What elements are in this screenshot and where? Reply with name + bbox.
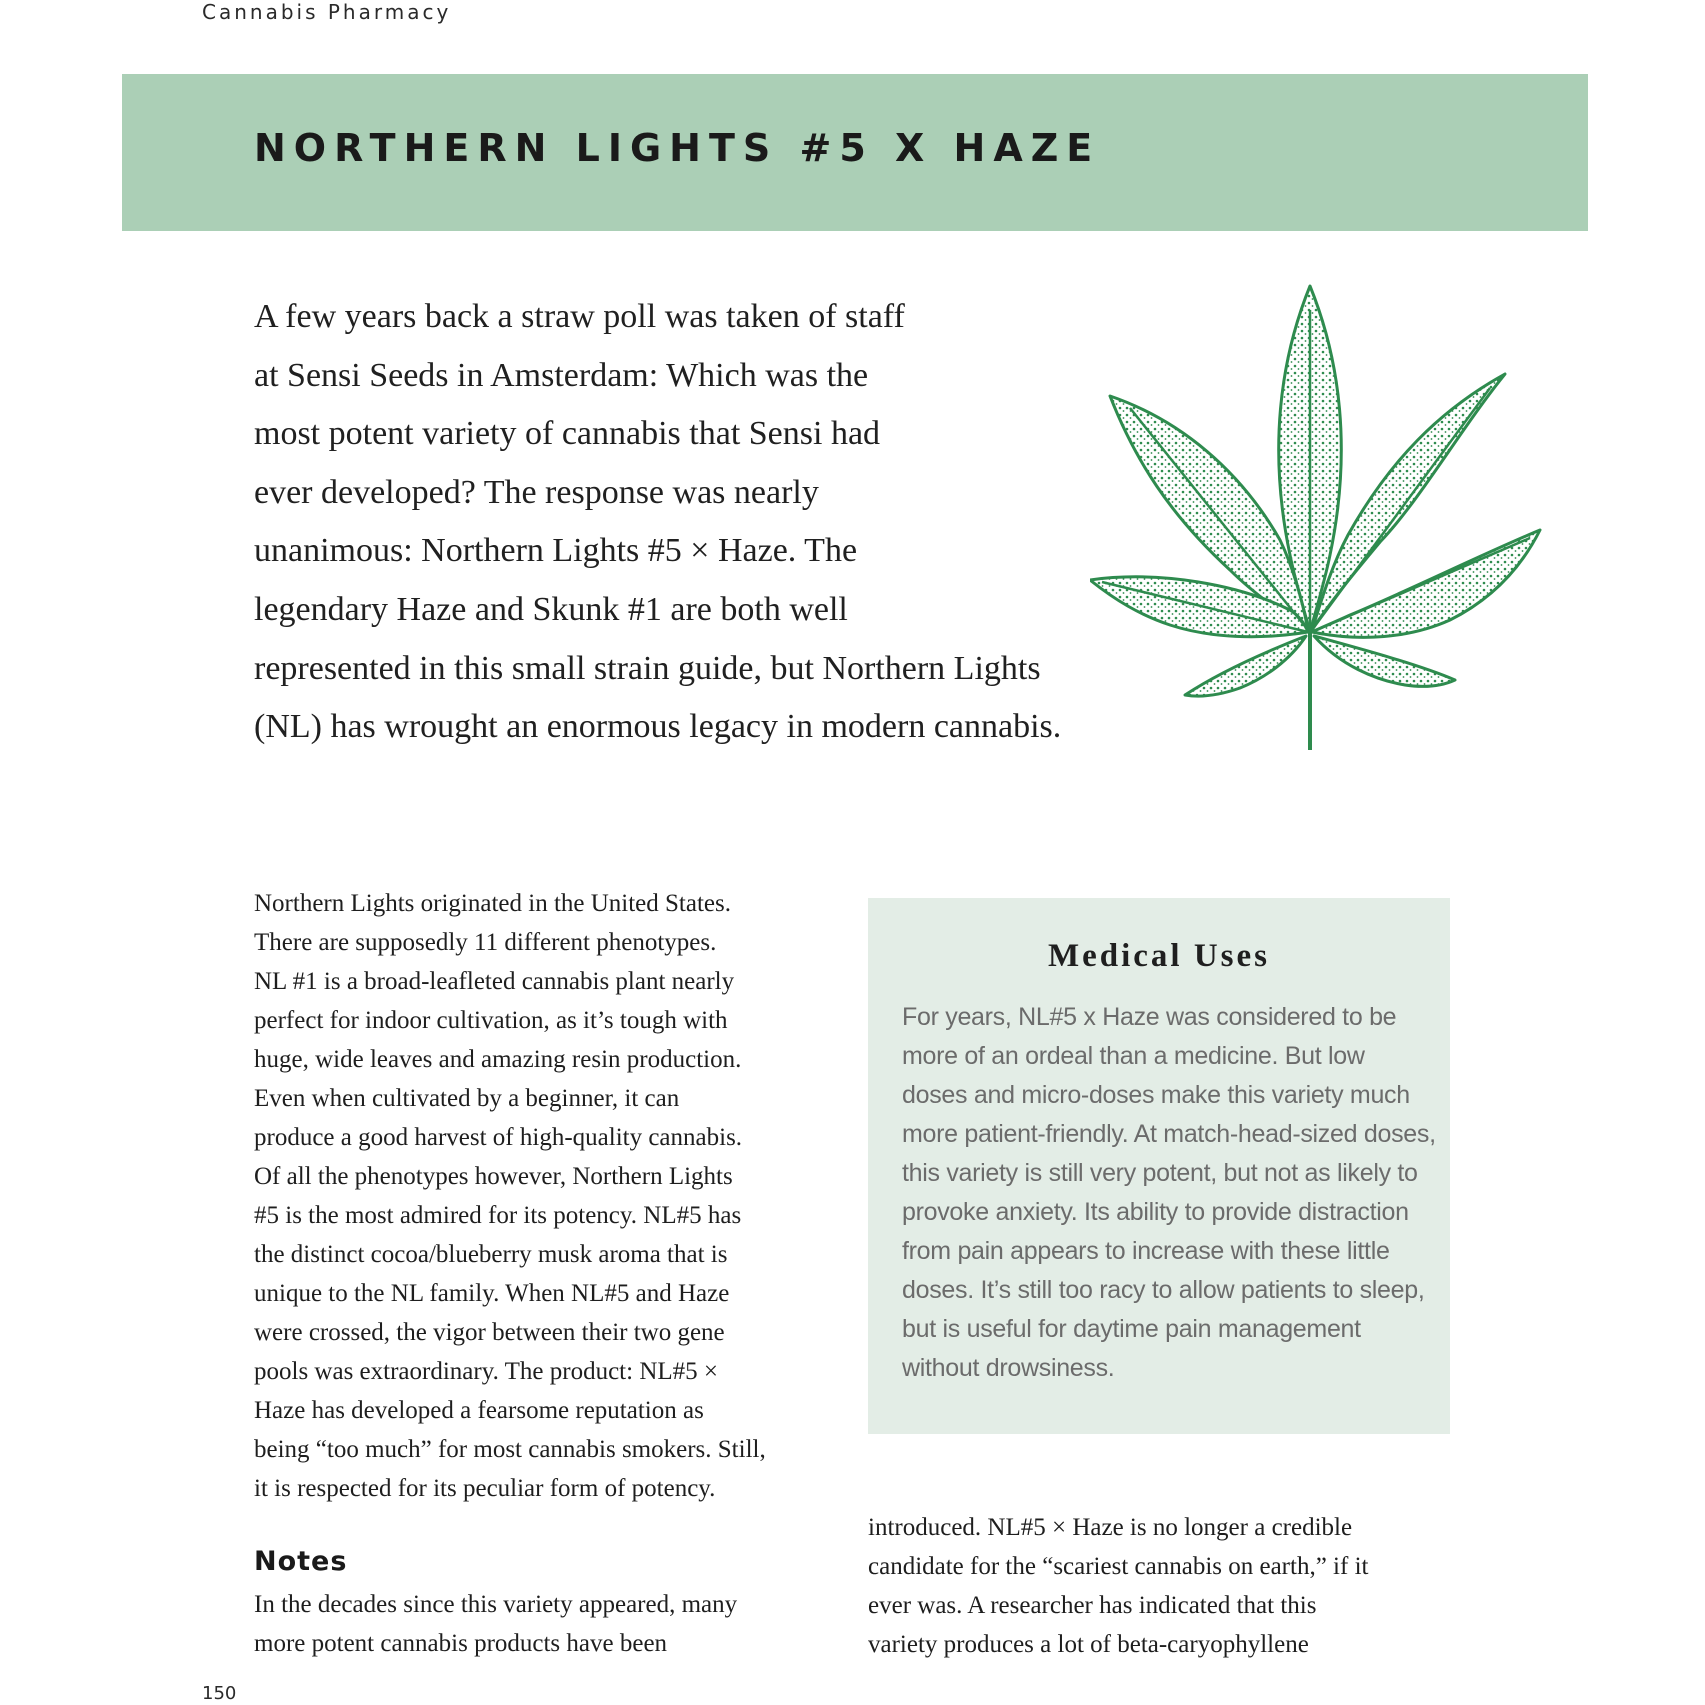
body-text-column (254, 884, 854, 1508)
sidebar-line: doses and micro-doses make this variety much (902, 1081, 1410, 1109)
body-line: huge, wide leaves and amazing resin production. (254, 1046, 742, 1073)
body-line: Haze has developed a fearsome reputation as (254, 1397, 704, 1424)
intro-line: A few years back a straw poll was taken of staff (254, 298, 905, 335)
sidebar-line: but is useful for daytime pain management (902, 1315, 1361, 1343)
continuation-line: introduced. NL#5 × Haze is no longer a credible (868, 1514, 1353, 1541)
intro-line: represented in this small strain guide, but Northern Lights (254, 649, 1041, 687)
cannabis-leaf-icon (1090, 280, 1560, 755)
sidebar-heading: Medical Uses (1047, 938, 1271, 974)
body-line: Even when cultivated by a beginner, it can (254, 1085, 680, 1112)
page-title: NORTHERN LIGHTS #5 X HAZE (254, 126, 1101, 170)
medical-uses-sidebar (868, 898, 1450, 1434)
body-line: being “too much” for most cannabis smokers. Still, (254, 1436, 766, 1463)
sidebar-line: from pain appears to increase with these little (902, 1237, 1390, 1265)
sidebar-text (902, 998, 1442, 1388)
body-line: Northern Lights originated in the United States. (254, 890, 731, 917)
sidebar-line: more of an ordeal than a medicine. But low (902, 1042, 1365, 1070)
body-line: produce a good harvest of high-quality cannabis. (254, 1124, 743, 1151)
continuation-line: variety produces a lot of beta-caryophyllene (868, 1631, 1309, 1658)
body-line: it is respected for its peculiar form of potency. (254, 1475, 716, 1502)
page-number: 150 (202, 1683, 237, 1704)
body-line: Of all the phenotypes however, Northern Lights (254, 1163, 733, 1190)
continuation-line: candidate for the “scariest cannabis on earth,” if it (868, 1553, 1369, 1580)
notes-line: more potent cannabis products have been (254, 1630, 668, 1657)
body-line: NL #1 is a broad-leafleted cannabis plant nearly (254, 968, 735, 995)
continuation-line: ever was. A researcher has indicated that this (868, 1592, 1317, 1619)
intro-line: legendary Haze and Skunk #1 are both well (254, 590, 848, 628)
body-line: pools was extraordinary. The product: NL#5 × (254, 1358, 718, 1385)
continuation-text (868, 1508, 1468, 1664)
intro-line: ever developed? The response was nearly (254, 473, 819, 511)
sidebar-line: this variety is still very potent, but not as likely to (902, 1159, 1418, 1187)
title-band (122, 74, 1588, 231)
body-line: unique to the NL family. When NL#5 and Haze (254, 1280, 730, 1307)
notes-line: In the decades since this variety appeared, many (254, 1591, 738, 1618)
body-line: There are supposedly 11 different phenotypes. (254, 929, 717, 956)
intro-paragraph (254, 288, 1214, 757)
intro-line: at Sensi Seeds in Amsterdam: Which was the (254, 356, 869, 394)
sidebar-line: For years, NL#5 x Haze was considered to be (902, 1003, 1397, 1031)
sidebar-line: more patient-friendly. At match-head-sized doses, (902, 1120, 1436, 1148)
intro-line: (NL) has wrought an enormous legacy in modern cannabis. (254, 708, 1062, 746)
body-line: #5 is the most admired for its potency. NL#5 has (254, 1202, 742, 1229)
intro-line: unanimous: Northern Lights #5 × Haze. The (254, 532, 858, 570)
intro-line: most potent variety of cannabis that Sensi had (254, 415, 881, 453)
notes-heading: Notes (254, 1546, 348, 1577)
running-head: Cannabis Pharmacy (202, 0, 452, 24)
body-line: the distinct cocoa/blueberry musk aroma that is (254, 1241, 728, 1268)
sidebar-line: doses. It’s still too racy to allow patients to sleep, (902, 1276, 1425, 1304)
sidebar-line: without drowsiness. (902, 1354, 1115, 1382)
body-line: perfect for indoor cultivation, as it’s tough with (254, 1007, 728, 1034)
notes-text (254, 1585, 854, 1663)
sidebar-line: provoke anxiety. Its ability to provide distraction (902, 1198, 1409, 1226)
body-line: were crossed, the vigor between their two gene (254, 1319, 725, 1346)
